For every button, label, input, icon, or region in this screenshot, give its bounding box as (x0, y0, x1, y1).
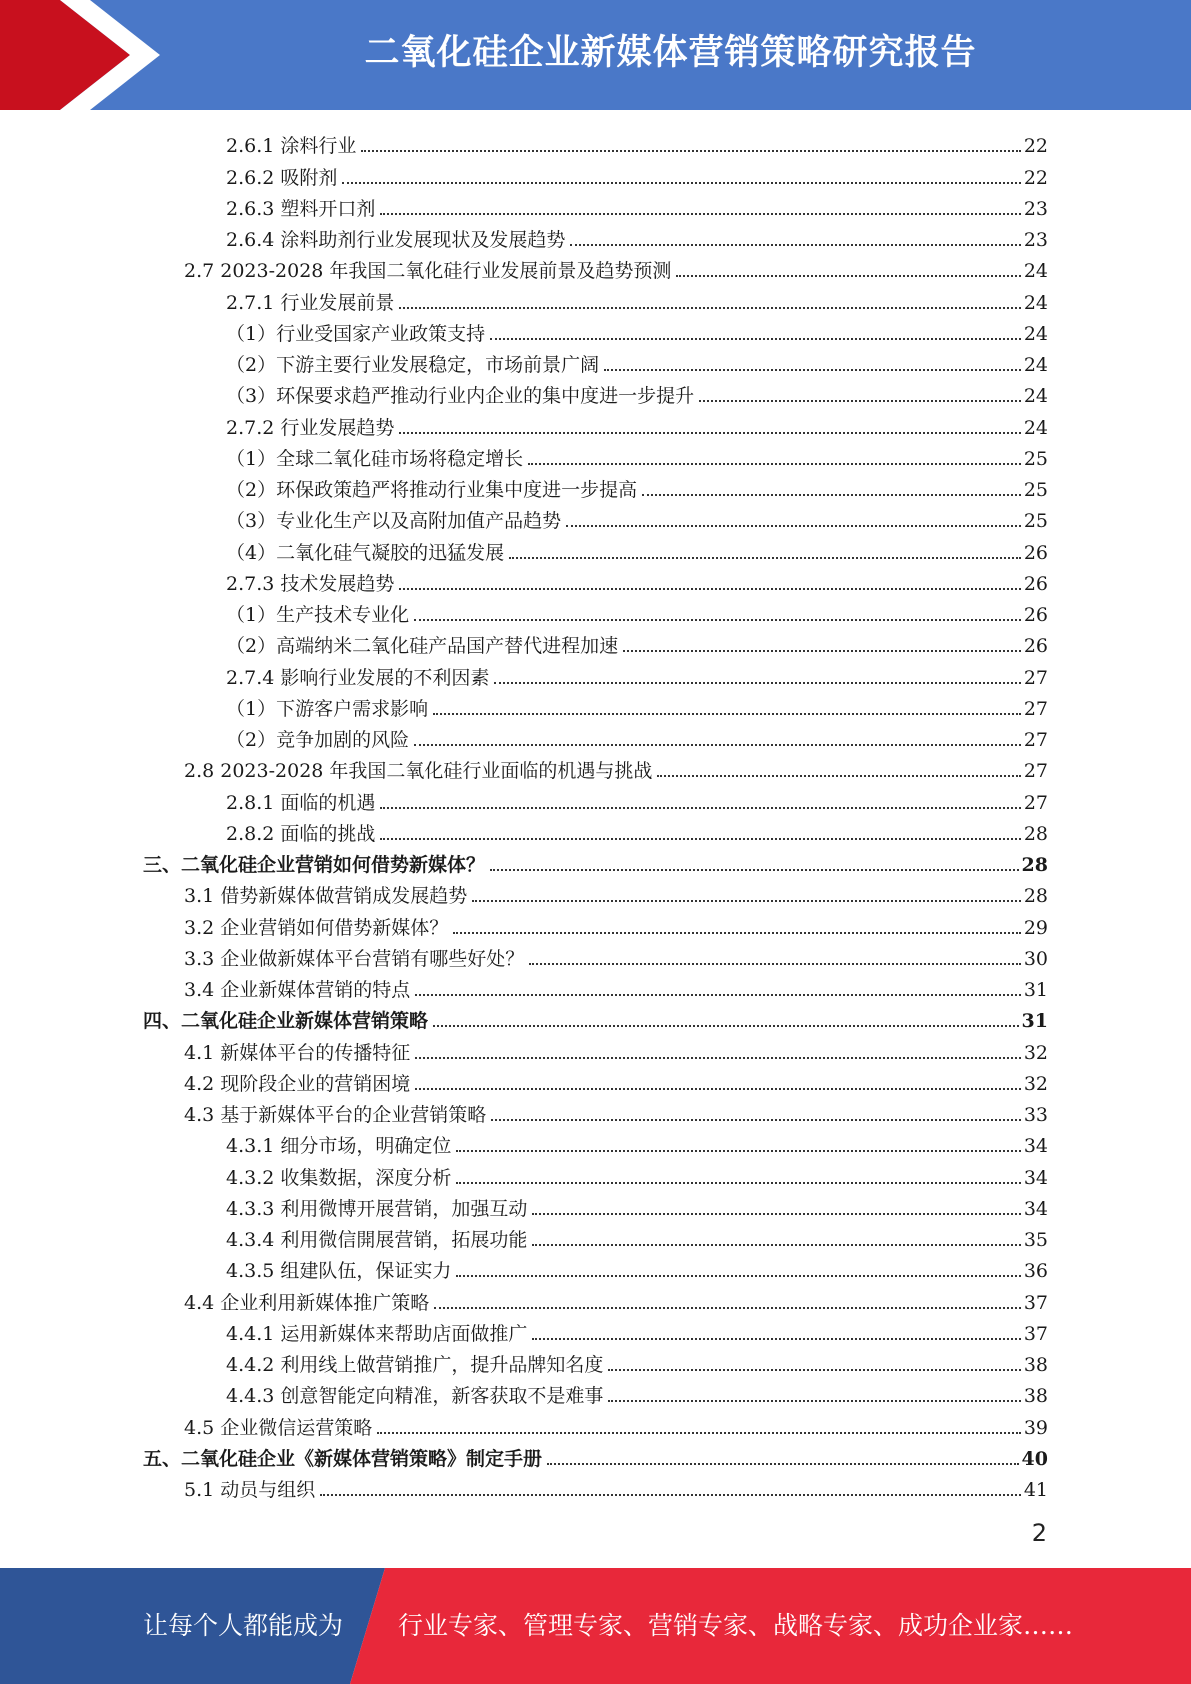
toc-dot-leader (456, 1274, 1020, 1277)
toc-entry[interactable] (0, 533, 1191, 564)
toc-dot-leader (490, 868, 1019, 871)
toc-entry-title: 2.8.2 面临的挑战 (226, 822, 376, 845)
toc-entry[interactable] (0, 877, 1191, 908)
table-of-contents (0, 127, 1191, 1502)
toc-entry-title: 3.2 企业营销如何借势新媒体？ (184, 916, 449, 939)
toc-entry-title: 3.4 企业新媒体营销的特点 (184, 979, 411, 1001)
toc-entry-title: 4.3.3 利用微博开展营销，加强互动 (226, 1197, 528, 1220)
toc-entry-page: 24 (1023, 385, 1048, 408)
toc-dot-leader (676, 274, 1020, 277)
toc-dot-leader (414, 743, 1021, 746)
footer-slogan-right: 行业专家、管理专家、营销专家、战略专家、成功企业家…… (398, 1611, 1074, 1640)
toc-entry-page: 27 (1023, 729, 1048, 751)
toc-entry-title: （2）下游主要行业发展稳定，市场前景广阔 (226, 354, 600, 376)
toc-entry-title: 4.3.4 利用微信開展营销，拓展功能 (226, 1229, 528, 1251)
toc-dot-leader (342, 181, 1020, 184)
toc-dot-leader (415, 1087, 1021, 1090)
toc-entry-page: 26 (1023, 572, 1048, 595)
toc-entry[interactable] (0, 1221, 1191, 1252)
toc-entry[interactable] (0, 158, 1191, 189)
toc-entry[interactable] (0, 721, 1191, 752)
toc-entry-title: （1）全球二氧化硅市场将稳定增长 (226, 447, 524, 470)
toc-entry[interactable] (0, 1096, 1191, 1127)
toc-entry-page: 26 (1023, 541, 1048, 564)
toc-entry[interactable] (0, 502, 1191, 533)
toc-dot-leader (453, 931, 1021, 934)
toc-entry-title: 2.8.1 面临的机遇 (226, 791, 376, 814)
toc-entry[interactable] (0, 283, 1191, 314)
toc-entry[interactable] (0, 658, 1191, 689)
toc-entry[interactable] (0, 1190, 1191, 1221)
toc-entry-page: 25 (1023, 447, 1048, 470)
toc-entry[interactable] (0, 627, 1191, 658)
toc-entry-page: 28 (1023, 822, 1048, 845)
toc-entry-page: 25 (1023, 510, 1048, 533)
toc-entry-title: 2.6.3 塑料开口剂 (226, 197, 376, 220)
toc-entry-page: 26 (1023, 604, 1048, 626)
toc-entry-title: 4.3.1 细分市场，明确定位 (226, 1135, 452, 1158)
toc-entry-page: 38 (1023, 1385, 1048, 1408)
toc-entry[interactable] (0, 971, 1191, 1002)
toc-entry-page: 29 (1023, 916, 1048, 939)
toc-entry-title: 4.3.2 收集数据，深度分析 (226, 1166, 452, 1189)
toc-entry-page: 23 (1023, 229, 1048, 251)
toc-entry[interactable] (0, 1127, 1191, 1158)
toc-entry-page: 27 (1023, 760, 1048, 783)
toc-entry[interactable] (0, 471, 1191, 502)
toc-entry[interactable] (0, 1283, 1191, 1314)
toc-dot-leader (399, 431, 1020, 434)
header-title: 二氧化硅企业新媒体营销策略研究报告 (364, 33, 977, 73)
toc-dot-leader (380, 837, 1020, 840)
toc-dot-leader (415, 1056, 1021, 1059)
toc-entry-title: 2.6.4 涂料助剂行业发展现状及发展趋势 (226, 229, 566, 251)
toc-entry-title: （1）行业受国家产业政策支持 (226, 322, 486, 345)
toc-entry-title: 4.4 企业利用新媒体推广策略 (184, 1291, 430, 1314)
toc-entry[interactable] (0, 221, 1191, 252)
toc-entry-title: 四、二氧化硅企业新媒体营销策略 (143, 1010, 429, 1033)
toc-dot-leader (414, 618, 1021, 621)
page-header (0, 0, 1191, 110)
toc-entry-title: 4.4.1 运用新媒体来帮助店面做推广 (226, 1322, 528, 1345)
toc-dot-leader (699, 399, 1021, 402)
toc-entry-title: （1）生产技术专业化 (226, 604, 410, 626)
toc-entry[interactable] (0, 1471, 1191, 1502)
toc-entry-page: 24 (1023, 322, 1048, 345)
toc-dot-leader (657, 774, 1020, 777)
toc-entry-page: 23 (1023, 197, 1048, 220)
toc-entry-page: 28 (1021, 854, 1048, 876)
toc-entry[interactable] (0, 1002, 1191, 1033)
toc-entry-title: 4.3.5 组建队伍，保证实力 (226, 1260, 452, 1283)
toc-entry-title: （3）环保要求趋严推动行业内企业的集中度进一步提升 (226, 385, 695, 408)
toc-entry-title: （1）下游客户需求影响 (226, 697, 429, 720)
toc-dot-leader (490, 337, 1021, 340)
toc-dot-leader (472, 899, 1021, 902)
toc-dot-leader (566, 524, 1021, 527)
toc-entry[interactable] (0, 846, 1191, 877)
toc-entry[interactable] (0, 377, 1191, 408)
toc-entry[interactable] (0, 565, 1191, 596)
toc-entry-page: 30 (1023, 947, 1048, 970)
toc-dot-leader (532, 1243, 1020, 1246)
toc-entry-title: 3.1 借势新媒体做营销成发展趋势 (184, 885, 468, 908)
toc-entry-page: 28 (1023, 885, 1048, 908)
toc-entry-title: 2.7 2023-2028 年我国二氧化硅行业发展前景及趋势预测 (184, 260, 672, 283)
toc-entry-title: 2.7.2 行业发展趋势 (226, 416, 395, 439)
toc-entry-page: 22 (1023, 135, 1048, 158)
toc-entry-page: 36 (1023, 1260, 1048, 1283)
toc-dot-leader (532, 1337, 1020, 1340)
toc-entry-page: 33 (1023, 1104, 1048, 1126)
toc-entry-title: 4.3 基于新媒体平台的企业营销策略 (184, 1104, 487, 1126)
toc-entry-page: 24 (1023, 354, 1048, 376)
toc-entry-title: 2.7.3 技术发展趋势 (226, 572, 395, 595)
toc-dot-leader (399, 306, 1020, 309)
toc-entry-page: 34 (1023, 1135, 1048, 1158)
toc-entry-page: 24 (1023, 416, 1048, 439)
toc-dot-leader (380, 212, 1020, 215)
toc-entry-page: 24 (1023, 260, 1048, 283)
toc-dot-leader (415, 993, 1021, 996)
toc-entry-page: 32 (1023, 1072, 1048, 1095)
toc-entry[interactable] (0, 1033, 1191, 1064)
page-footer (0, 1568, 1191, 1684)
toc-entry-title: 4.4.2 利用线上做营销推广，提升品牌知名度 (226, 1354, 604, 1376)
toc-entry-title: 5.1 动员与组织 (184, 1479, 316, 1501)
toc-dot-leader (399, 587, 1020, 590)
toc-entry-page: 24 (1023, 291, 1048, 314)
toc-dot-leader (547, 1462, 1019, 1465)
toc-entry[interactable] (0, 440, 1191, 471)
toc-entry[interactable] (0, 1408, 1191, 1439)
toc-entry-page: 40 (1021, 1447, 1048, 1470)
toc-entry-page: 26 (1023, 635, 1048, 658)
toc-entry-title: 2.8 2023-2028 年我国二氧化硅行业面临的机遇与挑战 (184, 760, 653, 783)
toc-entry-title: （4）二氧化硅气凝胶的迅猛发展 (226, 541, 505, 564)
toc-entry[interactable] (0, 315, 1191, 346)
toc-dot-leader (608, 1368, 1020, 1371)
toc-dot-leader (623, 649, 1021, 652)
toc-entry-title: 2.7.4 影响行业发展的不利因素 (226, 666, 490, 689)
toc-dot-leader (642, 493, 1021, 496)
toc-dot-leader (361, 149, 1020, 152)
toc-dot-leader (570, 243, 1020, 246)
toc-entry-title: （2）竞争加剧的风险 (226, 729, 410, 751)
toc-dot-leader (320, 1493, 1021, 1496)
toc-entry-page: 22 (1023, 166, 1048, 189)
footer-slogan-left: 让每个人都能成为 (143, 1611, 344, 1640)
toc-entry[interactable] (0, 690, 1191, 721)
toc-entry-title: 3.3 企业做新媒体平台营销有哪些好处？ (184, 947, 525, 970)
toc-entry-title: （2）环保政策趋严将推动行业集中度进一步提高 (226, 479, 638, 501)
toc-entry-title: 五、二氧化硅企业《新媒体营销策略》制定手册 (143, 1447, 543, 1470)
toc-entry[interactable] (0, 1158, 1191, 1189)
toc-dot-leader (509, 556, 1021, 559)
toc-entry-page: 35 (1023, 1229, 1048, 1251)
toc-dot-leader (433, 712, 1021, 715)
toc-entry[interactable] (0, 346, 1191, 377)
toc-entry[interactable] (0, 1315, 1191, 1346)
toc-entry-page: 27 (1023, 697, 1048, 720)
toc-dot-leader (433, 1024, 1019, 1027)
toc-dot-leader (456, 1181, 1020, 1184)
toc-entry-title: 4.4.3 创意智能定向精准，新客获取不是难事 (226, 1385, 604, 1408)
toc-entry-page: 39 (1023, 1416, 1048, 1439)
toc-dot-leader (532, 1212, 1020, 1215)
toc-entry[interactable] (0, 1440, 1191, 1471)
toc-entry-page: 34 (1023, 1166, 1048, 1189)
toc-entry[interactable] (0, 783, 1191, 814)
toc-dot-leader (377, 1431, 1021, 1434)
toc-dot-leader (604, 368, 1021, 371)
toc-entry[interactable] (0, 190, 1191, 221)
toc-entry[interactable] (0, 1065, 1191, 1096)
toc-entry-title: 2.6.1 涂料行业 (226, 135, 357, 158)
toc-entry-title: 4.1 新媒体平台的传播特征 (184, 1041, 411, 1064)
toc-entry-title: 4.2 现阶段企业的营销困境 (184, 1072, 411, 1095)
toc-dot-leader (491, 1118, 1021, 1121)
toc-entry[interactable] (0, 1346, 1191, 1377)
toc-dot-leader (434, 1306, 1021, 1309)
toc-entry-page: 41 (1023, 1479, 1048, 1501)
toc-entry-title: （2）高端纳米二氧化硅产品国产替代进程加速 (226, 635, 619, 658)
toc-entry-page: 37 (1023, 1291, 1048, 1314)
toc-entry[interactable] (0, 252, 1191, 283)
toc-entry[interactable] (0, 127, 1191, 158)
page-number: 2 (1031, 1519, 1047, 1547)
toc-entry[interactable] (0, 596, 1191, 627)
toc-entry-page: 34 (1023, 1197, 1048, 1220)
toc-entry-page: 37 (1023, 1322, 1048, 1345)
toc-entry[interactable] (0, 1252, 1191, 1283)
toc-entry-page: 31 (1023, 979, 1048, 1001)
toc-dot-leader (456, 1149, 1020, 1152)
toc-entry[interactable] (0, 1377, 1191, 1408)
toc-entry-title: 2.6.2 吸附剂 (226, 166, 338, 189)
toc-entry[interactable] (0, 940, 1191, 971)
toc-entry[interactable] (0, 908, 1191, 939)
toc-dot-leader (608, 1399, 1020, 1402)
toc-entry-page: 38 (1023, 1354, 1048, 1376)
toc-entry-title: 三、二氧化硅企业营销如何借势新媒体？ (143, 854, 486, 876)
toc-entry-title: 2.7.1 行业发展前景 (226, 291, 395, 314)
toc-entry-title: （3）专业化生产以及高附加值产品趋势 (226, 510, 562, 533)
toc-entry-page: 32 (1023, 1041, 1048, 1064)
toc-entry[interactable] (0, 815, 1191, 846)
toc-entry-title: 4.5 企业微信运营策略 (184, 1416, 373, 1439)
toc-dot-leader (528, 462, 1021, 465)
toc-entry[interactable] (0, 752, 1191, 783)
toc-dot-leader (529, 962, 1021, 965)
toc-dot-leader (494, 681, 1020, 684)
toc-entry-page: 27 (1023, 666, 1048, 689)
toc-entry-page: 27 (1023, 791, 1048, 814)
toc-entry-page: 31 (1021, 1010, 1048, 1033)
toc-entry[interactable] (0, 408, 1191, 439)
toc-dot-leader (380, 806, 1020, 809)
toc-entry-page: 25 (1023, 479, 1048, 501)
